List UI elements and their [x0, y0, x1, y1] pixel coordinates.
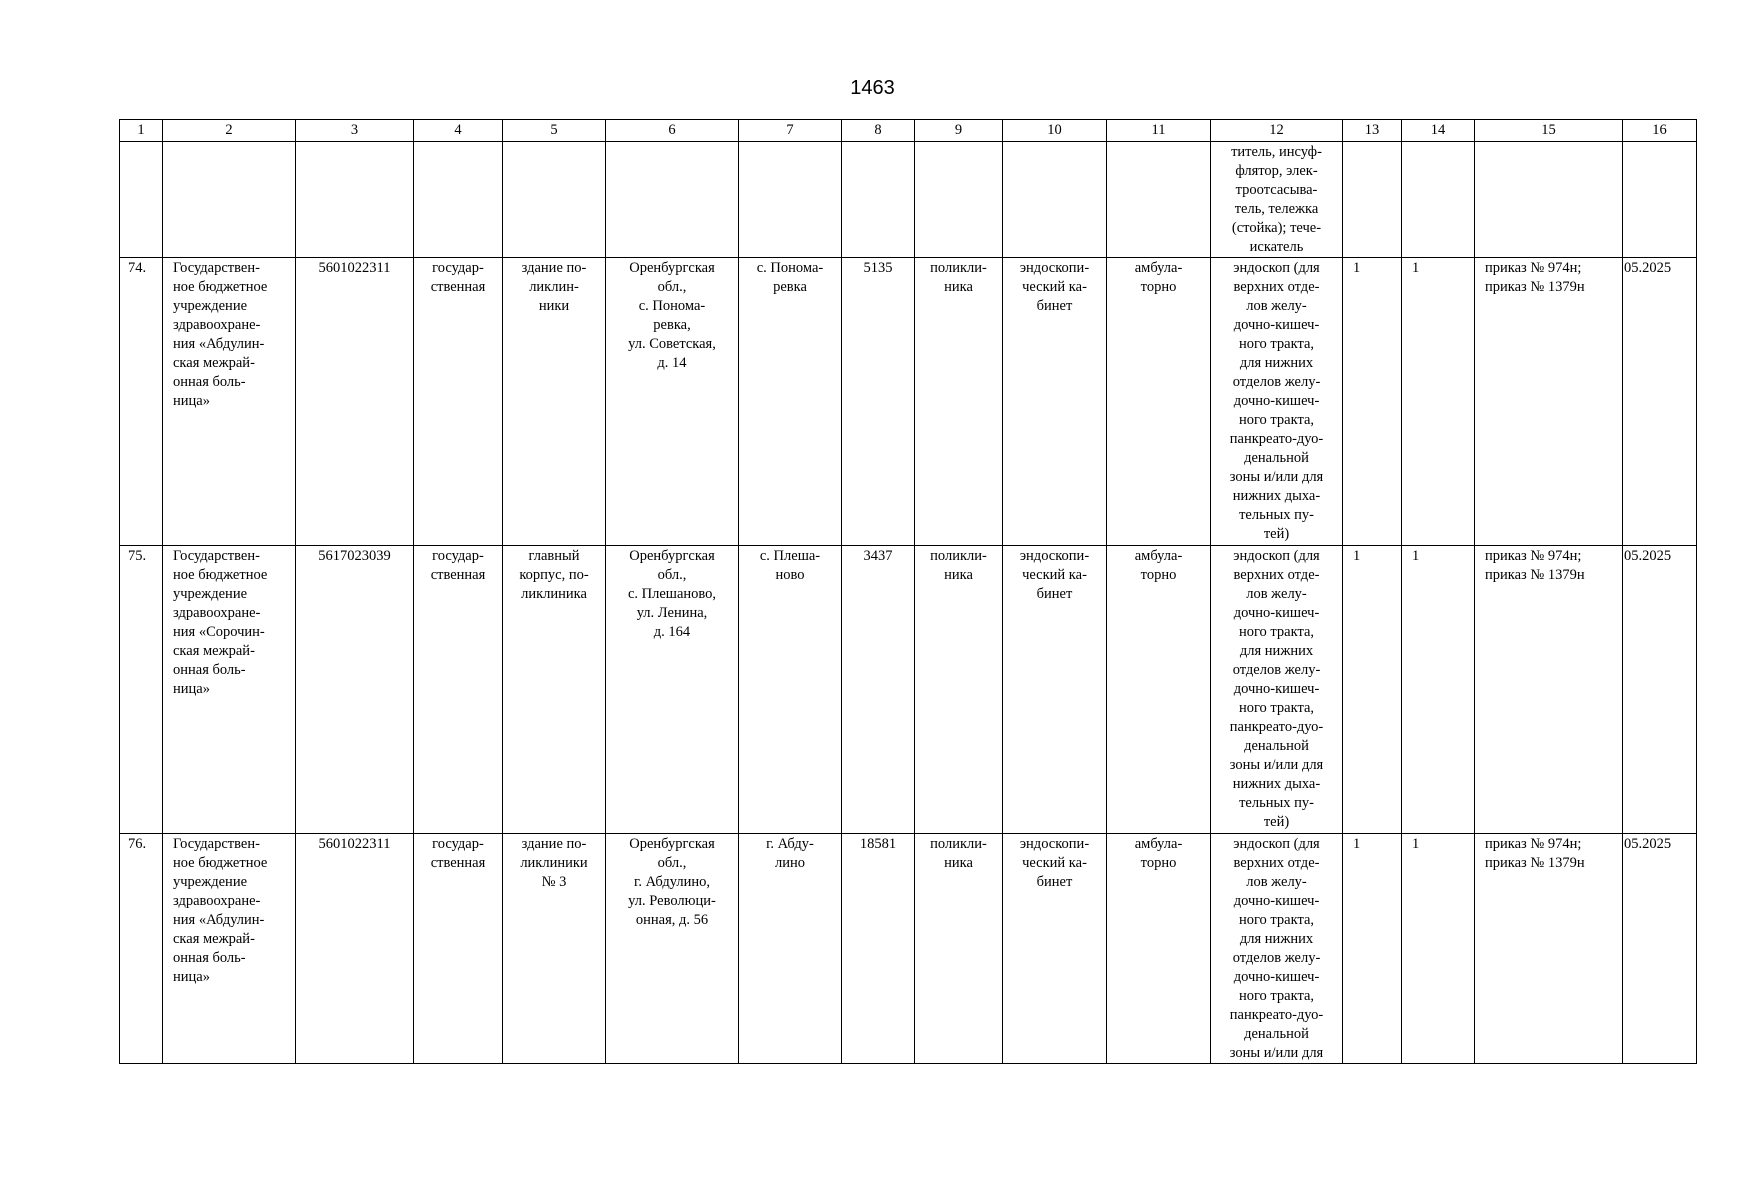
column-header: 2 [163, 120, 296, 142]
row-number: 74. [120, 258, 163, 546]
ownership-cell: государ- ственная [414, 258, 503, 546]
table-cell [739, 142, 842, 258]
table-row [120, 258, 1697, 546]
table-cell [1475, 142, 1623, 258]
department-cell: эндоскопи- ческий ка- бинет [1003, 546, 1107, 834]
locality-cell: г. Абду- лино [739, 834, 842, 1064]
continuation-row [120, 142, 1697, 258]
column-header: 9 [915, 120, 1003, 142]
column-header: 7 [739, 120, 842, 142]
building-cell: здание по- ликлин- ники [503, 258, 606, 546]
care-mode-cell: амбула- торно [1107, 546, 1211, 834]
population-cell: 3437 [842, 546, 915, 834]
quantity-cell: 1 [1402, 258, 1475, 546]
column-header: 12 [1211, 120, 1343, 142]
population-cell: 5135 [842, 258, 915, 546]
inn-cell: 5601022311 [296, 258, 414, 546]
row-number: 75. [120, 546, 163, 834]
quantity-cell: 1 [1402, 834, 1475, 1064]
header-row [120, 120, 1697, 142]
facility-type-cell: поликли- ника [915, 546, 1003, 834]
equipment-cell: эндоскоп (для верхних отде- лов желу- дочно-кишеч- ного тракта, для нижних отделов желу- дочно-кишеч- ного тракта, панкреато-дуо- денальной зоны и/или для нижних дыха- тельных пу- тей) [1211, 546, 1343, 834]
table-cell [1003, 142, 1107, 258]
table-cell [120, 142, 163, 258]
table-cell [503, 142, 606, 258]
organization-name: Государствен- ное бюджетное учреждение здравоохране- ния «Сорочин- ская межрай- онная боль- ница» [163, 546, 296, 834]
organization-name: Государствен- ное бюджетное учреждение здравоохране- ния «Абдулин- ская межрай- онная боль- ница» [163, 834, 296, 1064]
population-cell: 18581 [842, 834, 915, 1064]
equipment-cell: эндоскоп (для верхних отде- лов желу- дочно-кишеч- ного тракта, для нижних отделов желу- дочно-кишеч- ного тракта, панкреато-дуо- денальной зоны и/или для [1211, 834, 1343, 1064]
table-cell [1623, 142, 1697, 258]
ownership-cell: государ- ственная [414, 834, 503, 1064]
column-header: 3 [296, 120, 414, 142]
address-cell: Оренбургская обл., с. Плешаново, ул. Ленина, д. 164 [606, 546, 739, 834]
table-cell [163, 142, 296, 258]
column-header: 5 [503, 120, 606, 142]
order-cell: приказ № 974н; приказ № 1379н [1475, 546, 1623, 834]
column-header: 16 [1623, 120, 1697, 142]
locality-cell: с. Понома- ревка [739, 258, 842, 546]
column-header: 4 [414, 120, 503, 142]
table-cell [414, 142, 503, 258]
facility-type-cell: поликли- ника [915, 258, 1003, 546]
column-header: 13 [1343, 120, 1402, 142]
quantity-cell: 1 [1343, 258, 1402, 546]
equipment-cell: титель, инсуф- флятор, элек- троотсасыва- тель, тележка (стойка); тече- искатель [1211, 142, 1343, 258]
table-cell [1107, 142, 1211, 258]
column-header: 8 [842, 120, 915, 142]
table-cell [296, 142, 414, 258]
building-cell: здание по- ликлиники № 3 [503, 834, 606, 1064]
page-number: 1463 [850, 77, 895, 99]
column-header: 1 [120, 120, 163, 142]
inn-cell: 5601022311 [296, 834, 414, 1064]
column-header: 10 [1003, 120, 1107, 142]
order-cell: приказ № 974н; приказ № 1379н [1475, 834, 1623, 1064]
quantity-cell: 1 [1343, 834, 1402, 1064]
table-cell [1343, 142, 1402, 258]
organization-name: Государствен- ное бюджетное учреждение здравоохране- ния «Абдулин- ская межрай- онная боль- ница» [163, 258, 296, 546]
date-cell: 05.2025 [1623, 834, 1697, 1064]
care-mode-cell: амбула- торно [1107, 258, 1211, 546]
column-header: 6 [606, 120, 739, 142]
quantity-cell: 1 [1402, 546, 1475, 834]
date-cell: 05.2025 [1623, 546, 1697, 834]
equipment-cell: эндоскоп (для верхних отде- лов желу- дочно-кишеч- ного тракта, для нижних отделов желу- дочно-кишеч- ного тракта, панкреато-дуо- денальной зоны и/или для нижних дыха- тельных пу- тей) [1211, 258, 1343, 546]
locality-cell: с. Плеша- ново [739, 546, 842, 834]
table-cell [842, 142, 915, 258]
column-header: 11 [1107, 120, 1211, 142]
quantity-cell: 1 [1343, 546, 1402, 834]
column-header: 14 [1402, 120, 1475, 142]
table-row [120, 834, 1697, 1064]
column-header: 15 [1475, 120, 1623, 142]
table-cell [606, 142, 739, 258]
inn-cell: 5617023039 [296, 546, 414, 834]
ownership-cell: государ- ственная [414, 546, 503, 834]
department-cell: эндоскопи- ческий ка- бинет [1003, 834, 1107, 1064]
row-number: 76. [120, 834, 163, 1064]
facility-type-cell: поликли- ника [915, 834, 1003, 1064]
order-cell: приказ № 974н; приказ № 1379н [1475, 258, 1623, 546]
address-cell: Оренбургская обл., г. Абдулино, ул. Революци- онная, д. 56 [606, 834, 739, 1064]
department-cell: эндоскопи- ческий ка- бинет [1003, 258, 1107, 546]
data-table [119, 119, 1697, 1064]
date-cell: 05.2025 [1623, 258, 1697, 546]
address-cell: Оренбургская обл., с. Понома- ревка, ул. Советская, д. 14 [606, 258, 739, 546]
table-cell [915, 142, 1003, 258]
care-mode-cell: амбула- торно [1107, 834, 1211, 1064]
table-cell [1402, 142, 1475, 258]
building-cell: главный корпус, по- ликлиника [503, 546, 606, 834]
table-row [120, 546, 1697, 834]
